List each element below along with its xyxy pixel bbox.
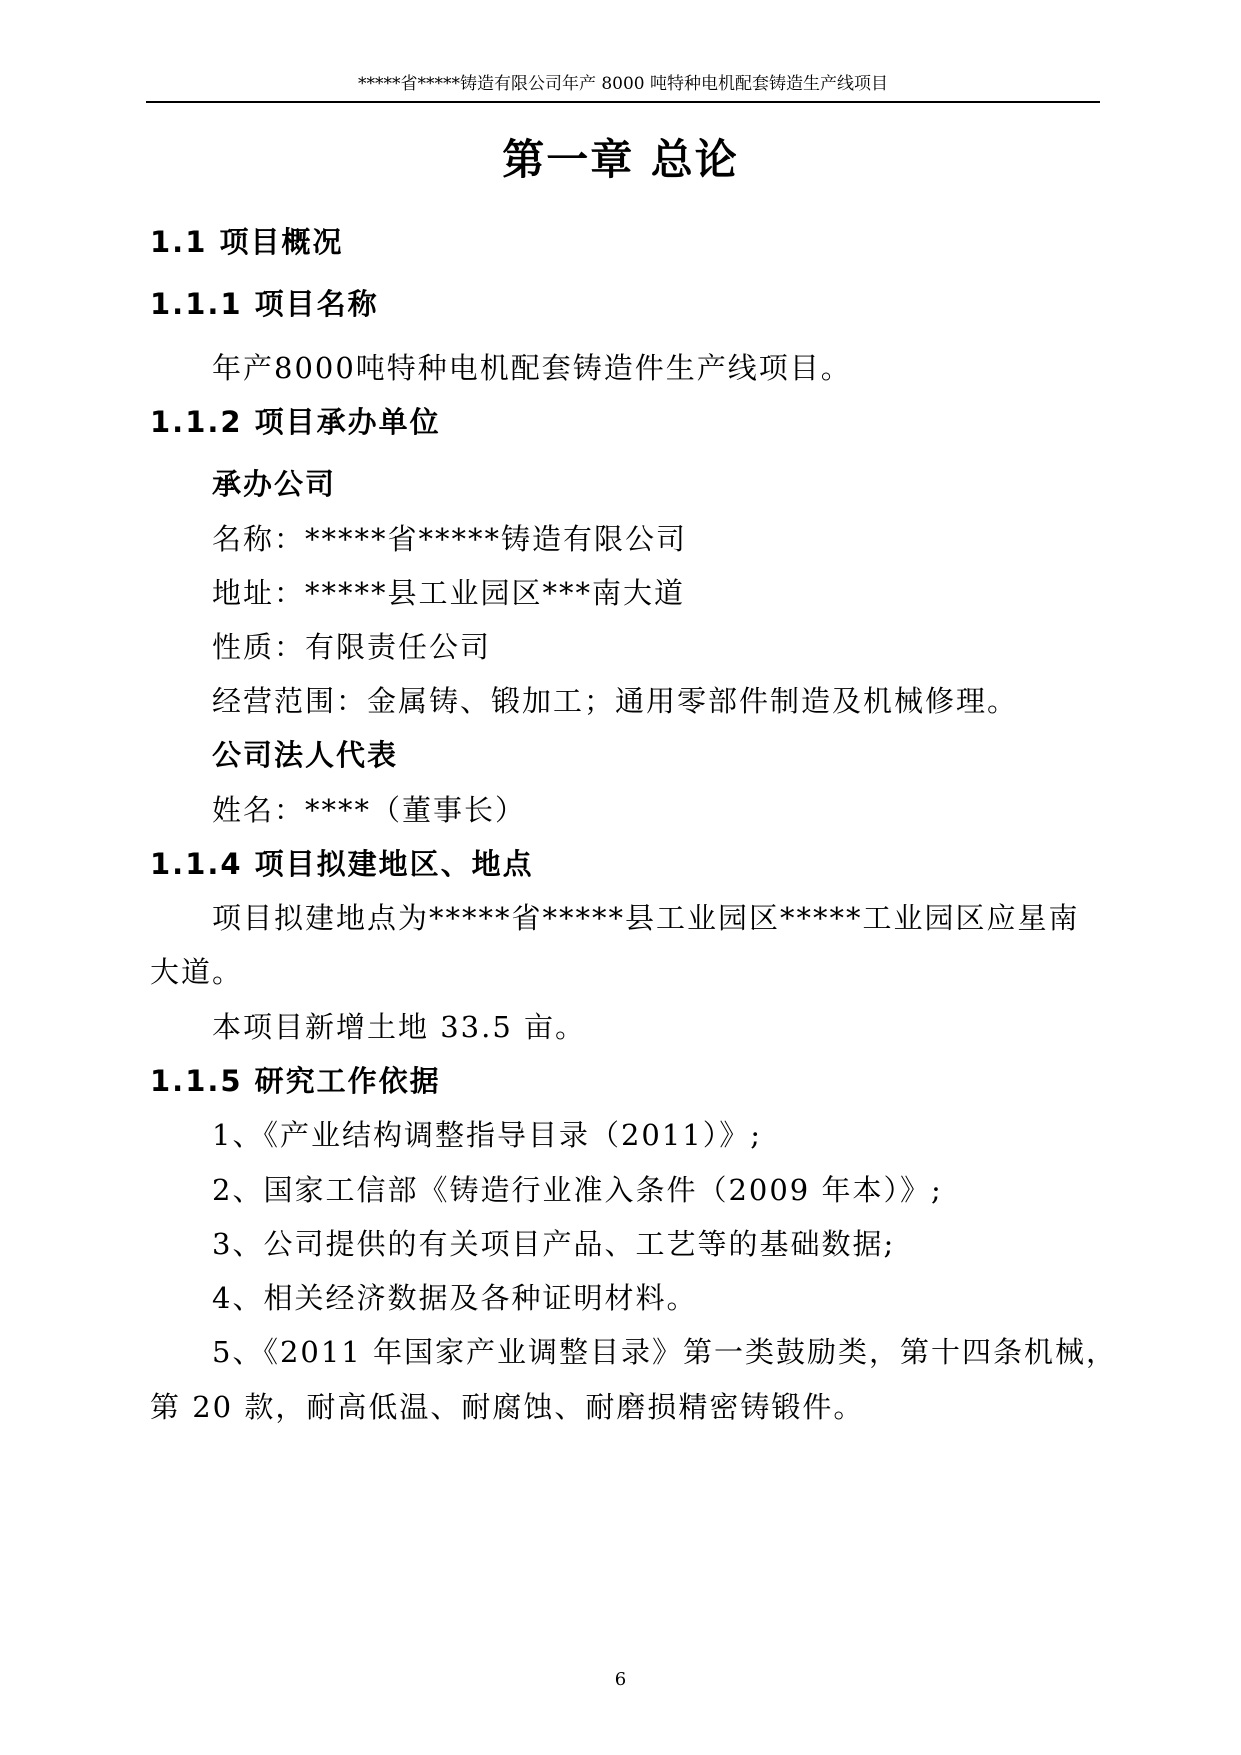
- section-heading-1-1: 1.1 项目概况: [150, 225, 344, 259]
- running-header: *****省*****铸造有限公司年产 8000 吨特种电机配套铸造生产线项目: [357, 74, 889, 94]
- page-number: 6: [614, 1669, 627, 1690]
- location-text-line-1: 项目拟建地点为*****省*****县工业园区*****工业园区应星南: [212, 901, 1080, 935]
- header-divider: [146, 101, 1100, 103]
- company-name: 名称：*****省*****铸造有限公司: [212, 522, 688, 556]
- basis-item-2: 2、国家工信部《铸造行业准入条件（2009 年本）》;: [212, 1173, 943, 1207]
- land-area-text: 本项目新增土地 33.5 亩。: [212, 1010, 587, 1044]
- company-nature: 性质：有限责任公司: [212, 630, 492, 664]
- chapter-title: 第一章 总论: [502, 135, 739, 184]
- project-name-text: 年产8000吨特种电机配套铸造件生产线项目。: [212, 351, 852, 385]
- legal-rep-name: 姓名：****（董事长）: [212, 793, 527, 827]
- company-heading: 承办公司: [212, 467, 337, 501]
- company-address: 地址：*****县工业园区***南大道: [212, 576, 686, 610]
- section-heading-1-1-1: 1.1.1 项目名称: [150, 287, 379, 321]
- section-heading-1-1-5: 1.1.5 研究工作依据: [150, 1064, 441, 1098]
- basis-item-3: 3、公司提供的有关项目产品、工艺等的基础数据;: [212, 1227, 896, 1261]
- section-heading-1-1-4: 1.1.4 项目拟建地区、地点: [150, 847, 534, 881]
- company-business-scope: 经营范围：金属铸、锻加工；通用零部件制造及机械修理。: [212, 684, 1019, 718]
- basis-item-4: 4、相关经济数据及各种证明材料。: [212, 1281, 698, 1315]
- section-heading-1-1-2: 1.1.2 项目承办单位: [150, 405, 441, 439]
- basis-item-5-line-2: 第 20 款，耐高低温、耐腐蚀、耐磨损精密铸锻件。: [150, 1390, 865, 1424]
- legal-rep-heading: 公司法人代表: [212, 738, 399, 772]
- basis-item-5-line-1: 5、《2011 年国家产业调整目录》第一类鼓励类，第十四条机械，: [212, 1335, 1117, 1369]
- location-text-line-2: 大道。: [150, 955, 244, 989]
- basis-item-1: 1、《产业结构调整指导目录（2011）》;: [212, 1118, 763, 1152]
